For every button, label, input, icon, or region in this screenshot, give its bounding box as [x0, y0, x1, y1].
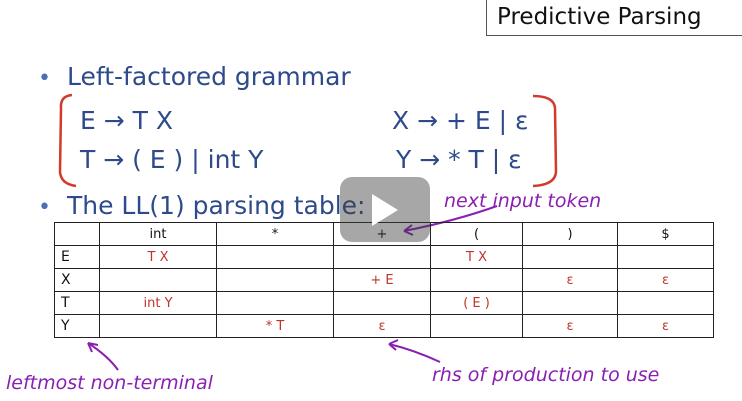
table-header-cell: (: [431, 223, 523, 246]
table-cell: [618, 246, 714, 269]
table-cell: T X: [100, 246, 217, 269]
table-cell: T X: [431, 246, 523, 269]
slide-title: Predictive Parsing: [486, 0, 742, 36]
table-cell: [217, 292, 334, 315]
table-header-cell: ): [523, 223, 618, 246]
table-nonterminal-cell: T: [55, 292, 100, 315]
table-cell: [523, 246, 618, 269]
grammar-rule-y: Y → * T | ε: [396, 145, 522, 174]
table-cell: ε: [618, 315, 714, 338]
table-row: [55, 315, 714, 338]
table-cell: [217, 269, 334, 292]
rhs-arrow-icon: [389, 344, 440, 362]
table-header-cell: int: [100, 223, 217, 246]
table-header-cell: [55, 223, 100, 246]
annotation-next-input-token: next input token: [444, 190, 602, 212]
table-row: [55, 246, 714, 269]
table-row: [55, 269, 714, 292]
table-cell: ε: [334, 315, 431, 338]
table-cell: [334, 246, 431, 269]
table-row: [55, 292, 714, 315]
table-cell: [217, 246, 334, 269]
leftmost-arrow-icon: [88, 343, 118, 370]
bullet-grammar-label: Left-factored grammar: [66, 62, 351, 91]
table-cell: + E: [334, 269, 431, 292]
table-cell: ε: [523, 315, 618, 338]
annotation-rhs-of-production: rhs of production to use: [432, 364, 660, 386]
table-header-cell: +: [334, 223, 431, 246]
table-cell: ε: [618, 269, 714, 292]
play-icon: [370, 192, 400, 228]
table-cell: [618, 292, 714, 315]
bullet-dot-icon: •: [38, 195, 51, 220]
table-header-cell: *: [217, 223, 334, 246]
table-cell: ε: [523, 269, 618, 292]
left-bracket-icon: [60, 95, 76, 186]
table-cell: [523, 292, 618, 315]
grammar-rule-e: E → T X: [80, 106, 173, 135]
table-cell: [334, 292, 431, 315]
table-cell: * T: [217, 315, 334, 338]
grammar-rule-t: T → ( E ) | int Y: [80, 145, 264, 174]
video-play-button[interactable]: [340, 177, 430, 242]
table-cell: [431, 315, 523, 338]
table-nonterminal-cell: Y: [55, 315, 100, 338]
bullet-dot-icon: •: [38, 66, 51, 91]
table-nonterminal-cell: X: [55, 269, 100, 292]
table-cell: ( E ): [431, 292, 523, 315]
table-cell: [100, 269, 217, 292]
table-cell: [100, 315, 217, 338]
table-cell: [431, 269, 523, 292]
table-cell: int Y: [100, 292, 217, 315]
table-nonterminal-cell: E: [55, 246, 100, 269]
grammar-rule-x: X → + E | ε: [392, 106, 529, 135]
annotation-leftmost-nonterminal: leftmost non-terminal: [6, 372, 213, 394]
bullet-table-label: The LL(1) parsing table:: [66, 191, 366, 220]
right-bracket-icon: [533, 96, 556, 186]
table-header-cell: $: [618, 223, 714, 246]
